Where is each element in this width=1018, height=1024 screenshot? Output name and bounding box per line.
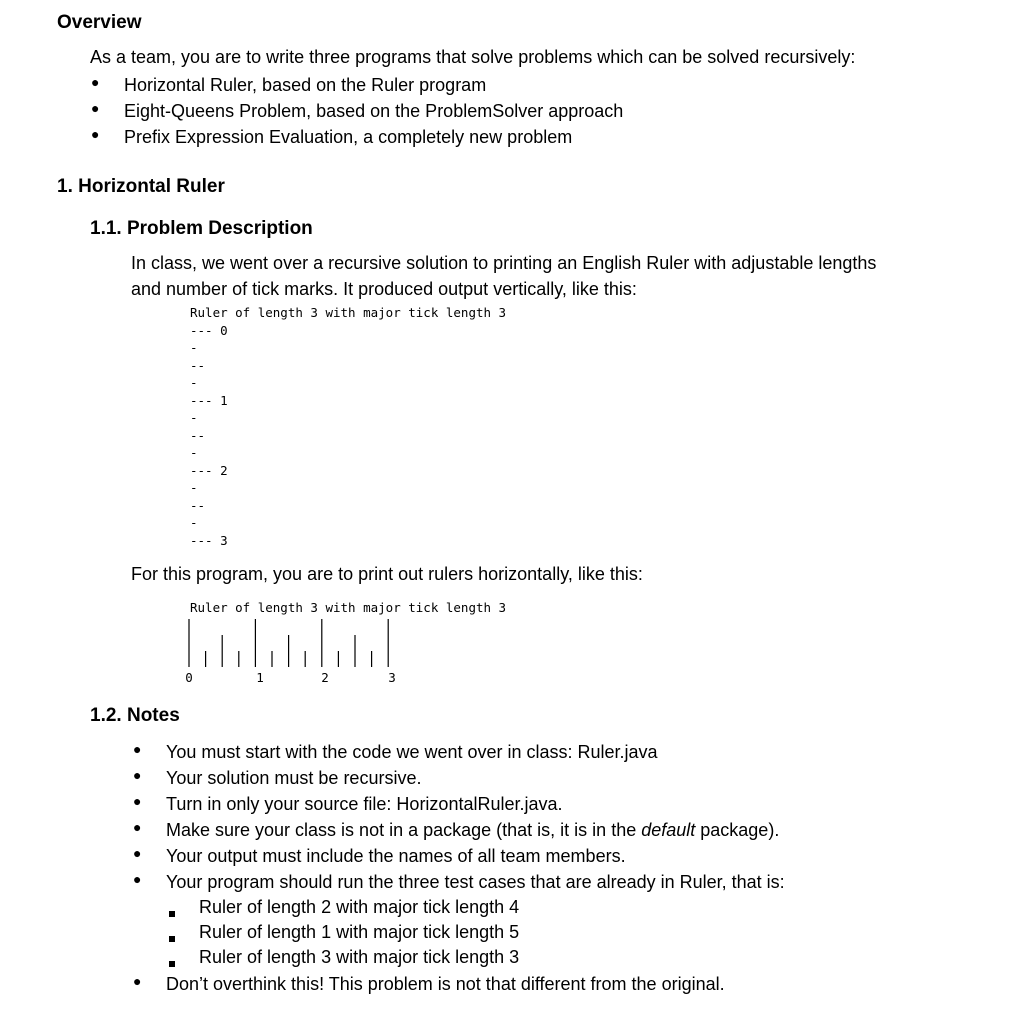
description-line-2: and number of tick marks. It produced output vertically, like this: <box>131 279 637 299</box>
note-6: Your program should run the three test cases that are already in Ruler, that is: <box>166 872 785 892</box>
section-1-1-heading: 1.1. Problem Description <box>90 218 313 239</box>
square-bullet-icon <box>169 929 175 947</box>
bullet-icon: ● <box>133 871 142 887</box>
test-case-3: Ruler of length 3 with major tick length 3 <box>199 947 520 967</box>
section-1-2-heading: 1.2. Notes <box>90 705 180 726</box>
note-4 <box>166 819 779 841</box>
overview-item-1: Horizontal Ruler, based on the Ruler program <box>124 75 487 95</box>
bullet-icon: ● <box>133 793 142 809</box>
bullet-icon: ● <box>133 973 142 989</box>
bullet-icon: ● <box>133 845 142 861</box>
note-4-after: package). <box>695 820 780 840</box>
test-case-2: Ruler of length 1 with major tick length 5 <box>199 922 520 942</box>
overview-item-3: Prefix Expression Evaluation, a completely new problem <box>124 127 573 147</box>
bullet-icon: ● <box>91 100 100 116</box>
bullet-icon: ● <box>133 741 142 757</box>
ruler-label-2: 2 <box>321 670 329 685</box>
note-5: Your output must include the names of all team members. <box>166 846 626 866</box>
ruler-label-3: 3 <box>388 670 396 685</box>
note-1: You must start with the code we went over in class: Ruler.java <box>166 742 658 762</box>
section-1-heading: 1. Horizontal Ruler <box>57 176 225 197</box>
note-4-before: Make sure your class is not in a package (that is, it is in the <box>166 820 642 840</box>
ruler-label-0: 0 <box>185 670 193 685</box>
note-7: Don’t overthink this! This problem is not that different from the original. <box>166 974 725 994</box>
note-3: Turn in only your source file: HorizontalRuler.java. <box>166 794 563 814</box>
bullet-icon: ● <box>133 819 142 835</box>
bullet-icon: ● <box>133 767 142 783</box>
bullet-icon: ● <box>91 74 100 90</box>
description-line-1: In class, we went over a recursive solution to printing an English Ruler with adjustable lengths <box>131 253 877 273</box>
overview-heading: Overview <box>57 12 142 33</box>
horizontal-ruler-caption: Ruler of length 3 with major tick length 3 <box>190 600 507 615</box>
note-4-emphasis: default <box>641 820 696 840</box>
ruler-ticks <box>189 619 388 667</box>
overview-item-2: Eight-Queens Problem, based on the ProblemSolver approach <box>124 101 624 121</box>
note-2: Your solution must be recursive. <box>166 768 422 788</box>
overview-intro: As a team, you are to write three programs that solve problems which can be solved recursively: <box>90 47 856 67</box>
square-bullet-icon <box>169 904 175 922</box>
vertical-ruler-output: Ruler of length 3 with major tick length 3 --- 0 - -- - --- 1 - -- - --- 2 - -- - --- 3 <box>190 305 507 548</box>
test-case-1: Ruler of length 2 with major tick length 4 <box>199 897 520 917</box>
horizontal-ruler-drawing <box>180 615 410 689</box>
square-bullet-icon <box>169 954 175 972</box>
ruler-label-1: 1 <box>256 670 264 685</box>
bullet-icon: ● <box>91 126 100 142</box>
horizontal-intro: For this program, you are to print out rulers horizontally, like this: <box>131 564 643 584</box>
